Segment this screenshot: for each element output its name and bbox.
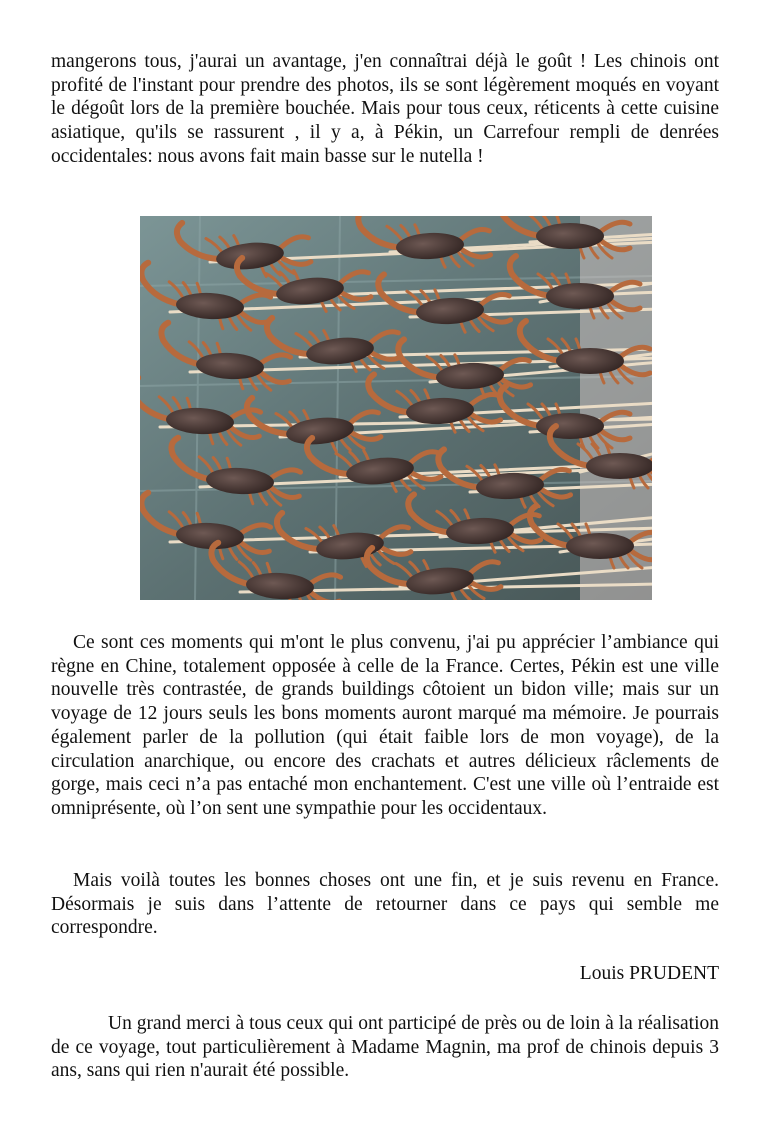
author-signature: Louis PRUDENT bbox=[579, 963, 719, 984]
moments-paragraph: Ce sont ces moments qui m'ont le plus convenu, j'ai pu apprécier l’ambiance qui règne en Chine, totalement opposée à celle de la France. Certes, Pékin est une ville nouvelle très contrastée, de grands buildings côtoient un bidon ville; mais sur un voyage de 12 jours seuls les bons moments auront marqué ma mémoire. Je pourrais également parler de la pollution (qui était faible lors de mon voyage), de la circulation anarchique, ou encore des crachats et autres délicieux râclements de gorge, mais ceci n’a pas entaché mon enchantement. C'est une ville où l’entraide est omniprésente, où l’on sent une sympathie pour les occidentaux. bbox=[51, 632, 719, 819]
thanks-paragraph: Un grand merci à tous ceux qui ont participé de près ou de loin à la réalisation de ce voyage, tout particulièrement à Madame Magnin, ma prof de chinois depuis 3 ans, sans qui rien n'aurait été possible. bbox=[51, 1013, 719, 1082]
scorpion-skewers-photo bbox=[140, 216, 652, 600]
ending-paragraph: Mais voilà toutes les bonnes choses ont une fin, et je suis revenu en France. Désormais je suis dans l’attente de retourner dans ce pays qui semble me correspondre. bbox=[51, 870, 719, 939]
intro-paragraph: mangerons tous, j'aurai un avantage, j'en connaîtrai déjà le goût ! Les chinois ont profité de l'instant pour prendre des photos, ils se sont légèrement moqués en voyant le dégoût lors de la première bouchée. Mais pour tous ceux, réticents à cette cuisine asiatique, qu'ils se rassurent , il y a, à Pékin, un Carrefour rempli de denrées occidentales: nous avons fait main basse sur le nutella ! bbox=[51, 51, 719, 167]
